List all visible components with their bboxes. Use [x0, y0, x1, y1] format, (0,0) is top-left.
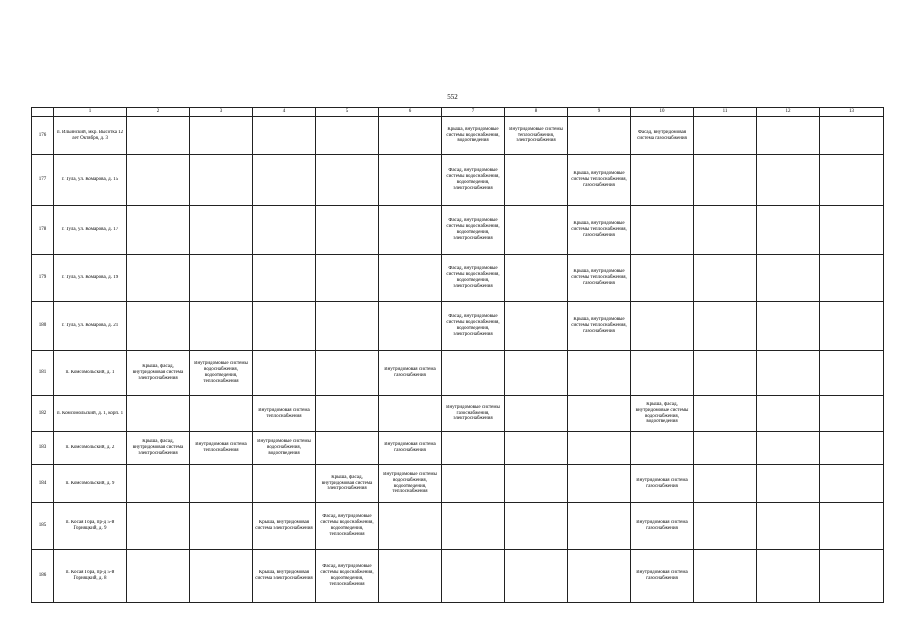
column-number: 11: [694, 108, 757, 117]
column-number: 1: [54, 108, 127, 117]
work-cell: [442, 302, 505, 351]
work-cell: [757, 351, 820, 396]
work-cell: [379, 155, 442, 206]
work-cell: [568, 302, 631, 351]
work-cell: [379, 550, 442, 603]
work-cell: [757, 550, 820, 603]
column-number: 10: [631, 108, 694, 117]
work-text: Крыша, внутридомовые системы теплоснабжения, газоснабжения: [571, 317, 627, 334]
work-text: Внутридомовые системы газоснабжения, электроснабжения: [446, 404, 500, 422]
work-cell: [631, 302, 694, 351]
work-cell: [820, 302, 884, 351]
work-cell: [379, 396, 442, 432]
row-address: [54, 503, 127, 550]
work-cell: [190, 465, 253, 503]
work-cell: [505, 465, 568, 503]
work-cell: [190, 117, 253, 155]
work-text: Внутридомовая система теплоснабжения: [258, 407, 310, 419]
work-text: Фасад, внутридомовые системы водоснабжения, водоотведения, электроснабжения: [446, 266, 500, 289]
work-cell: [757, 396, 820, 432]
work-cell: [757, 302, 820, 351]
row-number: 185: [32, 503, 54, 550]
work-cell: [190, 206, 253, 255]
row-number: 179: [32, 255, 54, 302]
work-cell: [505, 396, 568, 432]
work-cell: [190, 302, 253, 351]
work-cell: [253, 396, 316, 432]
row-address: [54, 206, 127, 255]
work-cell: [127, 117, 190, 155]
table-row: [32, 351, 884, 396]
work-text: Внутридомовая система теплоснабжения: [195, 442, 247, 453]
work-cell: [757, 503, 820, 550]
column-number: 13: [820, 108, 884, 117]
column-number-row: [32, 108, 884, 117]
work-text: Внутридомовые системы водоснабжения, водоотведения: [257, 439, 311, 456]
work-cell: [568, 206, 631, 255]
work-cell: [505, 432, 568, 465]
work-cell: [631, 396, 694, 432]
work-cell: [694, 117, 757, 155]
work-cell: [316, 396, 379, 432]
work-text: Крыша, внутридомовая система электроснабжения: [255, 520, 313, 531]
work-text: Внутридомовые системы водоснабжения, водоотведения, теплоснабжения: [383, 471, 437, 495]
work-cell: [190, 396, 253, 432]
table-row: [32, 465, 884, 503]
work-text: Фасад, внутридомовые системы водоснабжения, водоотведения, теплоснабжения: [320, 564, 374, 587]
column-number: 8: [505, 108, 568, 117]
table-row: [32, 503, 884, 550]
row-number: 176: [32, 117, 54, 155]
work-cell: [757, 155, 820, 206]
work-cell: [316, 206, 379, 255]
work-text: Крыша, фасад, внутридомовая система электроснабжения: [321, 474, 373, 492]
work-cell: [190, 155, 253, 206]
work-cell: [127, 351, 190, 396]
work-cell: [379, 503, 442, 550]
work-cell: [190, 432, 253, 465]
work-cell: [127, 503, 190, 550]
work-text: Крыша, фасад, внутридомовая система электроснабжения: [132, 439, 184, 456]
work-cell: [568, 117, 631, 155]
work-cell: [694, 396, 757, 432]
row-number: 182: [32, 396, 54, 432]
column-number: 12: [757, 108, 820, 117]
work-cell: [820, 550, 884, 603]
work-cell: [505, 255, 568, 302]
work-cell: [757, 255, 820, 302]
table-row: [32, 302, 884, 351]
work-text: Крыша, внутридомовые системы теплоснабжения, газоснабжения: [571, 171, 627, 188]
work-cell: [316, 503, 379, 550]
work-cell: [505, 302, 568, 351]
work-cell: [757, 206, 820, 255]
work-cell: [127, 155, 190, 206]
work-cell: [820, 117, 884, 155]
row-address: [54, 465, 127, 503]
work-text: Фасад, внутридомовая система газоснабжения: [637, 129, 687, 141]
address-text: п. Комсомольский, д. 2: [65, 445, 115, 451]
work-cell: [127, 550, 190, 603]
work-text: Крыша, внутридомовая система электроснабжения: [255, 570, 313, 581]
column-number: 4: [253, 108, 316, 117]
work-cell: [505, 206, 568, 255]
address-text: п. Комсомольский, д. 9: [65, 480, 115, 486]
work-cell: [505, 550, 568, 603]
row-number: 178: [32, 206, 54, 255]
address-text: п. Косая Гора, пр-д 5-й Горняцкий, д. 9: [65, 520, 115, 531]
work-cell: [379, 302, 442, 351]
work-text: Крыша, внутридомовые системы теплоснабжения, газоснабжения: [571, 221, 627, 238]
work-cell: [190, 255, 253, 302]
column-number: 5: [316, 108, 379, 117]
work-cell: [442, 550, 505, 603]
column-number: 6: [379, 108, 442, 117]
work-cell: [442, 117, 505, 155]
work-text: Крыша, фасад, внутридомовые системы водоснабжения, водоотведения: [635, 401, 689, 425]
work-cell: [694, 503, 757, 550]
work-cell: [442, 255, 505, 302]
work-cell: [316, 302, 379, 351]
register-table: [31, 107, 884, 603]
work-cell: [820, 351, 884, 396]
work-cell: [253, 465, 316, 503]
work-text: Внутридомовые системы теплоснабжения, электроснабжения: [509, 126, 563, 144]
work-cell: [253, 432, 316, 465]
work-cell: [442, 432, 505, 465]
work-cell: [820, 396, 884, 432]
work-cell: [820, 465, 884, 503]
row-address: [54, 255, 127, 302]
table-row: [32, 396, 884, 432]
work-cell: [253, 206, 316, 255]
work-cell: [568, 432, 631, 465]
work-cell: [316, 465, 379, 503]
work-cell: [316, 351, 379, 396]
address-text: п. Косая Гора, пр-д 5-й Горняцкий, д. 8: [65, 570, 115, 581]
work-cell: [127, 255, 190, 302]
row-address: [54, 117, 127, 155]
work-cell: [505, 351, 568, 396]
row-number: 186: [32, 550, 54, 603]
work-cell: [820, 155, 884, 206]
work-cell: [694, 351, 757, 396]
work-cell: [694, 465, 757, 503]
address-text: г. Тула, ул. Комарова, д. 15: [61, 177, 119, 183]
work-text: Внутридомовые системы водоснабжения, водоотведения, теплоснабжения: [194, 361, 248, 384]
work-text: Фасад, внутридомовые системы водоснабжения, водоотведения, электроснабжения: [446, 168, 500, 191]
work-cell: [190, 503, 253, 550]
work-cell: [631, 465, 694, 503]
work-text: Внутридомовая система газоснабжения: [384, 442, 436, 453]
work-text: Крыша, внутридомовые системы водоснабжения, водоотведения: [446, 126, 500, 144]
row-number: 183: [32, 432, 54, 465]
column-number: 2: [127, 108, 190, 117]
work-cell: [190, 351, 253, 396]
row-number: 184: [32, 465, 54, 503]
table-row: [32, 432, 884, 465]
address-text: п. Комсомольский, д. 1: [65, 370, 115, 376]
work-cell: [631, 432, 694, 465]
work-cell: [442, 465, 505, 503]
work-cell: [757, 465, 820, 503]
work-cell: [820, 432, 884, 465]
table-row: [32, 117, 884, 155]
work-cell: [757, 432, 820, 465]
work-cell: [442, 503, 505, 550]
row-number: 180: [32, 302, 54, 351]
column-number: 7: [442, 108, 505, 117]
row-address: [54, 351, 127, 396]
table-row: [32, 155, 884, 206]
work-cell: [568, 255, 631, 302]
work-cell: [631, 155, 694, 206]
work-cell: [505, 155, 568, 206]
work-cell: [631, 255, 694, 302]
work-cell: [442, 155, 505, 206]
work-cell: [694, 155, 757, 206]
work-cell: [253, 255, 316, 302]
row-number: 177: [32, 155, 54, 206]
work-cell: [316, 117, 379, 155]
work-cell: [253, 503, 316, 550]
work-text: Внутридомовая система газоснабжения: [384, 367, 436, 378]
work-cell: [253, 117, 316, 155]
work-cell: [316, 155, 379, 206]
work-text: Внутридомовая система газоснабжения: [636, 477, 688, 489]
work-cell: [757, 117, 820, 155]
work-cell: [631, 206, 694, 255]
work-cell: [631, 351, 694, 396]
work-cell: [127, 206, 190, 255]
address-text: г. Тула, ул. Комарова, д. 19: [61, 275, 119, 281]
work-cell: [316, 255, 379, 302]
address-text: г. Тула, ул. Комарова, д. 21: [61, 323, 119, 329]
work-cell: [694, 432, 757, 465]
row-address: [54, 155, 127, 206]
work-cell: [694, 255, 757, 302]
address-text: п. Ильинский, мкр. Высотка 12 лет Октября, д. 3: [56, 129, 124, 141]
work-cell: [316, 550, 379, 603]
work-text: Фасад, внутридомовые системы водоснабжения, водоотведения, электроснабжения: [446, 218, 500, 241]
row-address: [54, 396, 127, 432]
work-cell: [568, 465, 631, 503]
work-cell: [379, 432, 442, 465]
table-row: [32, 206, 884, 255]
row-address: [54, 432, 127, 465]
work-cell: [253, 351, 316, 396]
work-text: Крыша, внутридомовые системы теплоснабжения, газоснабжения: [571, 269, 627, 286]
work-text: Внутридомовая система газоснабжения: [636, 520, 688, 531]
table-row: [32, 255, 884, 302]
page-number: 552: [447, 93, 458, 101]
work-cell: [442, 206, 505, 255]
work-cell: [442, 396, 505, 432]
work-text: Внутридомовая система газоснабжения: [636, 570, 688, 581]
work-cell: [505, 503, 568, 550]
work-cell: [190, 550, 253, 603]
work-cell: [379, 206, 442, 255]
work-cell: [127, 302, 190, 351]
work-cell: [568, 155, 631, 206]
column-number: 9: [568, 108, 631, 117]
work-cell: [631, 503, 694, 550]
work-cell: [379, 117, 442, 155]
work-cell: [694, 206, 757, 255]
work-cell: [694, 550, 757, 603]
column-number: 3: [190, 108, 253, 117]
address-text: г. Тула, ул. Комарова, д. 17: [61, 227, 119, 233]
table-row: [32, 550, 884, 603]
work-cell: [127, 396, 190, 432]
work-cell: [127, 432, 190, 465]
address-text: п. Комсомольский, д. 1, корп. 1: [56, 410, 124, 416]
work-cell: [568, 396, 631, 432]
work-cell: [379, 255, 442, 302]
work-cell: [820, 206, 884, 255]
work-text: Фасад, внутридомовые системы водоснабжения, водоотведения, электроснабжения: [446, 314, 500, 337]
work-cell: [316, 432, 379, 465]
work-cell: [820, 503, 884, 550]
work-cell: [442, 351, 505, 396]
work-cell: [127, 465, 190, 503]
row-address: [54, 550, 127, 603]
work-cell: [820, 255, 884, 302]
work-cell: [694, 302, 757, 351]
work-cell: [631, 117, 694, 155]
row-number: 181: [32, 351, 54, 396]
row-address: [54, 302, 127, 351]
work-cell: [253, 302, 316, 351]
work-cell: [379, 351, 442, 396]
column-header-corner: [32, 108, 54, 117]
work-cell: [568, 503, 631, 550]
work-text: Крыша, фасад, внутридомовая система электроснабжения: [132, 364, 184, 381]
work-cell: [253, 550, 316, 603]
work-cell: [253, 155, 316, 206]
work-text: Фасад, внутридомовые системы водоснабжения, водоотведения, теплоснабжения: [320, 514, 374, 537]
work-cell: [379, 465, 442, 503]
work-cell: [568, 351, 631, 396]
work-cell: [505, 117, 568, 155]
work-cell: [568, 550, 631, 603]
work-cell: [631, 550, 694, 603]
